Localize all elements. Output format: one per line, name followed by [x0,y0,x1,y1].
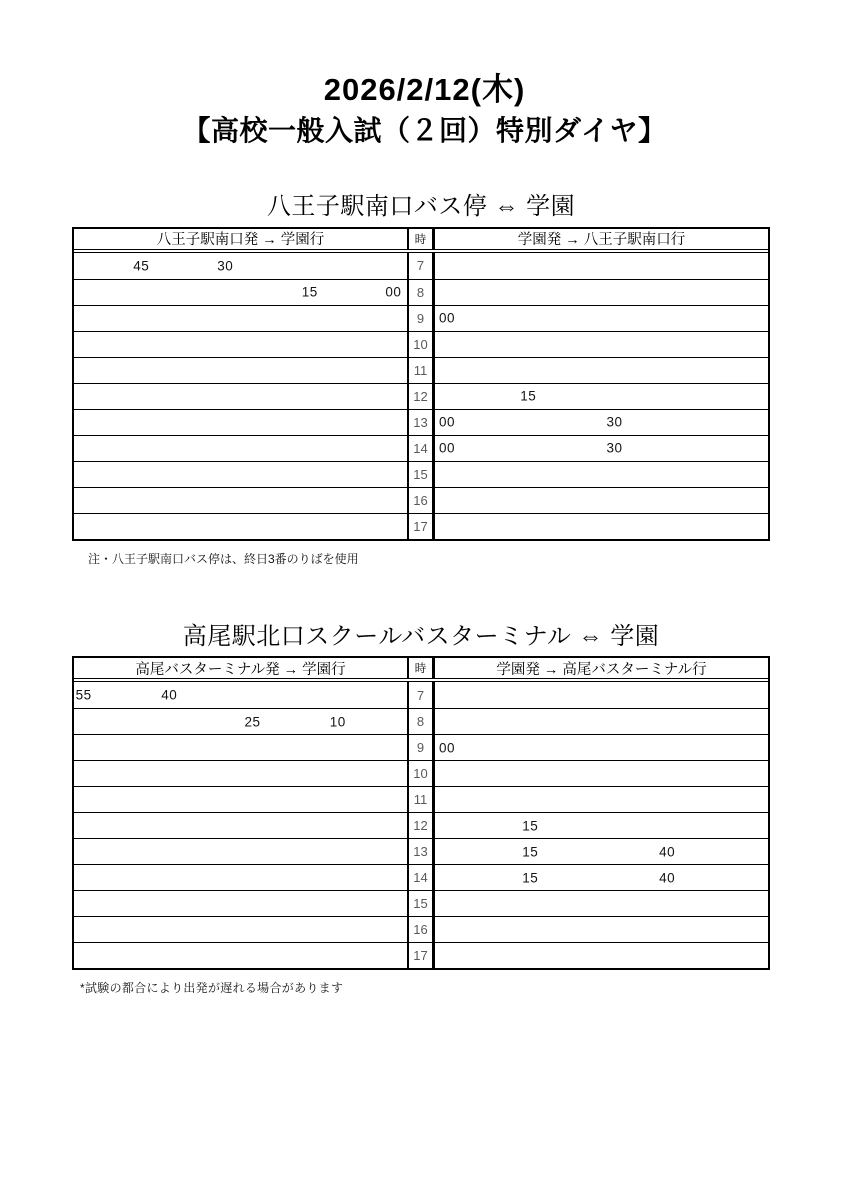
inbound-minutes-cell [435,839,768,864]
hour-row [74,916,768,942]
hour-label: 15 [407,462,435,487]
inbound-minutes-cell [435,384,768,409]
minute-value: 40 [659,844,676,860]
outbound-minutes-cell [74,488,407,513]
hour-row [74,279,768,305]
hour-row [74,942,768,968]
section-title: 八王子駅南口バス停 ⇔ 学園 [266,193,576,221]
hour-label: 14 [407,436,435,461]
outbound-minutes-cell [74,943,407,968]
table-note: *試験の都合により出発が遅れる場合があります [80,981,344,996]
hour-label: 12 [407,384,435,409]
outbound-minutes-cell [74,280,407,305]
hour-row [74,461,768,487]
header-outbound-label: 高尾バスターミナル発 → 学園行 [135,661,346,678]
inbound-minutes-cell [435,332,768,357]
inbound-minutes-cell [435,865,768,890]
minute-value: 30 [606,414,623,430]
hour-label: 11 [407,787,435,812]
outbound-minutes-cell [74,735,407,760]
hour-row [74,435,768,461]
minute-value: 30 [606,440,623,456]
hour-row [74,838,768,864]
page-title-date: 2026/2/12(木) [323,72,526,107]
hour-row [74,734,768,760]
outbound-minutes-cell [74,891,407,916]
outbound-minutes-cell [74,917,407,942]
hour-row [74,357,768,383]
hour-label: 16 [407,917,435,942]
hour-label: 15 [407,891,435,916]
outbound-minutes-cell [74,682,407,708]
inbound-minutes-cell [435,787,768,812]
outbound-minutes-cell [74,865,407,890]
header-hour-label: 時 [407,229,435,249]
hour-row [74,812,768,838]
minute-value: 45 [133,258,150,274]
hour-label: 7 [407,253,435,279]
table-header-row [74,229,768,253]
inbound-minutes-cell [435,436,768,461]
hour-row [74,760,768,786]
minute-value: 40 [161,687,178,703]
inbound-minutes-cell [435,358,768,383]
table-header-row [74,658,768,682]
inbound-minutes-cell [435,682,768,708]
inbound-minutes-cell [435,514,768,539]
hour-row [74,487,768,513]
hour-label: 7 [407,682,435,708]
hour-row [74,864,768,890]
outbound-minutes-cell [74,761,407,786]
minute-value: 00 [385,284,402,300]
hour-row [74,253,768,279]
inbound-minutes-cell [435,488,768,513]
outbound-minutes-cell [74,709,407,734]
hour-row [74,682,768,708]
inbound-minutes-cell [435,943,768,968]
hour-row [74,331,768,357]
hour-row [74,708,768,734]
minute-value: 55 [75,687,92,703]
header-outbound-label: 八王子駅南口発 → 学園行 [156,232,325,249]
hour-label: 17 [407,943,435,968]
hour-row [74,890,768,916]
minute-value: 30 [217,258,234,274]
minute-value: 00 [438,740,456,756]
hour-label: 11 [407,358,435,383]
hour-label: 14 [407,865,435,890]
hour-label: 13 [407,839,435,864]
page-title-event: 【高校一般入試（２回）特別ダイヤ】 [182,114,667,146]
minute-value: 40 [659,870,676,886]
minute-value: 15 [522,870,539,886]
hour-label: 17 [407,514,435,539]
hour-label: 10 [407,761,435,786]
minute-value: 25 [244,714,261,730]
inbound-minutes-cell [435,709,768,734]
hour-label: 9 [407,306,435,331]
minute-value: 15 [522,818,539,834]
inbound-minutes-cell [435,410,768,435]
timetable-section [72,193,770,567]
hour-label: 13 [407,410,435,435]
outbound-minutes-cell [74,436,407,461]
header-inbound-label: 学園発 → 八王子駅南口行 [517,232,686,249]
inbound-minutes-cell [435,917,768,942]
outbound-minutes-cell [74,410,407,435]
outbound-minutes-cell [74,839,407,864]
inbound-minutes-cell [435,253,768,279]
inbound-minutes-cell [435,280,768,305]
outbound-minutes-cell [74,306,407,331]
minute-value: 00 [438,310,456,326]
outbound-minutes-cell [74,514,407,539]
outbound-minutes-cell [74,358,407,383]
header-hour-label: 時 [407,658,435,678]
table-note: 注・八王子駅南口バス停は、終日3番のりばを使用 [88,551,359,566]
timetable-table [72,656,770,970]
inbound-minutes-cell [435,735,768,760]
minute-value: 00 [438,440,456,456]
hour-row [74,305,768,331]
timetables-host [0,193,849,996]
inbound-minutes-cell [435,306,768,331]
outbound-minutes-cell [74,462,407,487]
minute-value: 15 [520,388,537,404]
inbound-minutes-cell [435,891,768,916]
outbound-minutes-cell [74,253,407,279]
outbound-minutes-cell [74,813,407,838]
hour-row [74,786,768,812]
outbound-minutes-cell [74,332,407,357]
inbound-minutes-cell [435,813,768,838]
hour-row [74,409,768,435]
hour-row [74,383,768,409]
outbound-minutes-cell [74,384,407,409]
hour-label: 12 [407,813,435,838]
header-inbound-label: 学園発 → 高尾バスターミナル行 [496,661,707,678]
hour-label: 9 [407,735,435,760]
minute-value: 00 [438,414,456,430]
minute-value: 15 [301,284,318,300]
timetable-section [72,623,770,997]
minute-value: 10 [329,714,346,730]
hour-label: 10 [407,332,435,357]
inbound-minutes-cell [435,462,768,487]
hour-label: 16 [407,488,435,513]
hour-label: 8 [407,709,435,734]
minute-value: 15 [522,844,539,860]
hour-label: 8 [407,280,435,305]
hour-row [74,513,768,539]
section-title: 高尾駅北口スクールバスターミナル ⇔ 学園 [182,622,660,650]
inbound-minutes-cell [435,761,768,786]
outbound-minutes-cell [74,787,407,812]
timetable-table [72,227,770,541]
